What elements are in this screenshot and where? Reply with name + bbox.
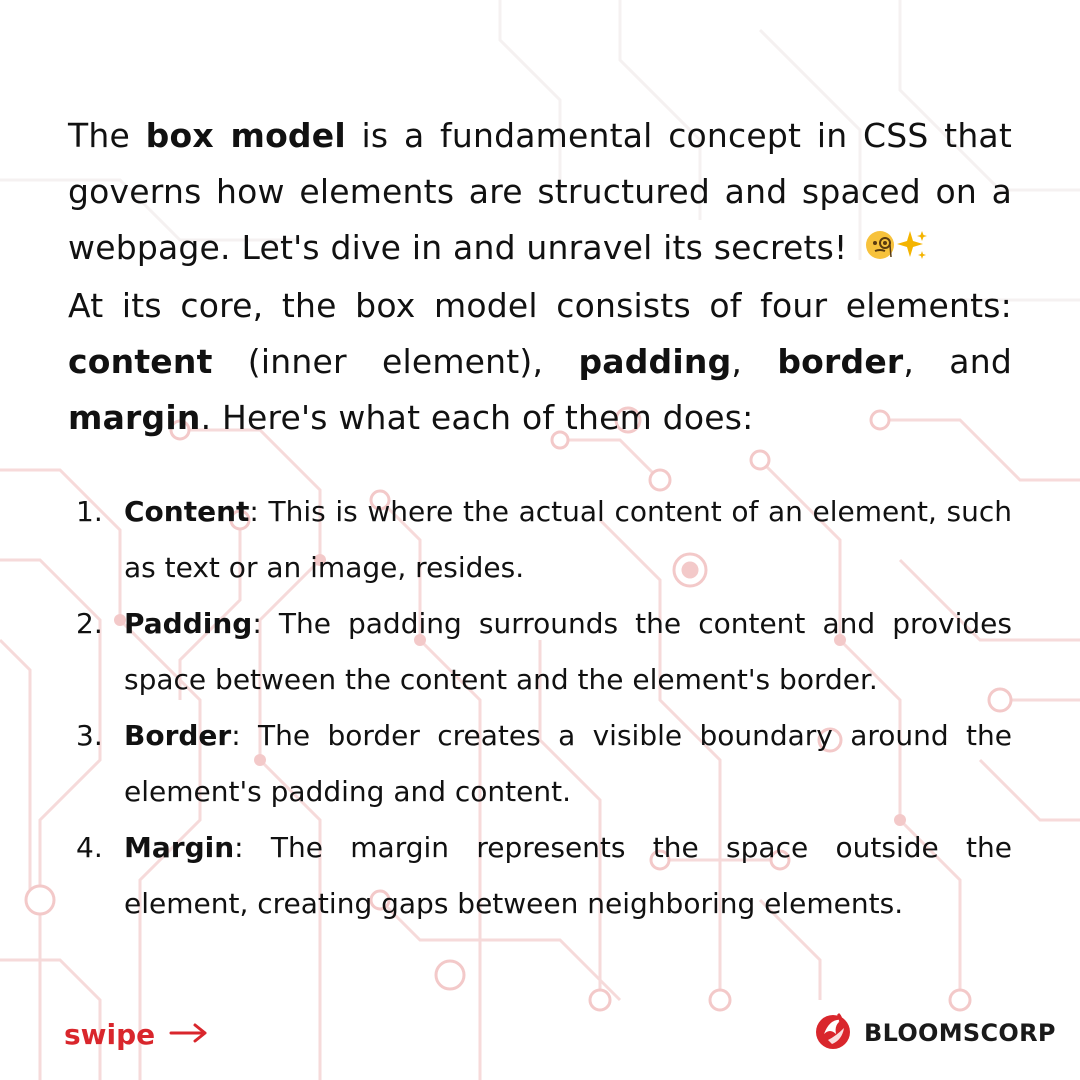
- list-text: : The border creates a visible boundary around the element's padding and content.: [124, 718, 1012, 808]
- core-bold-padding: padding: [578, 341, 732, 381]
- core-bold-border: border: [777, 341, 904, 381]
- core-text: ,: [731, 341, 778, 381]
- bloomscorp-logo-icon: [812, 1010, 854, 1056]
- list-term: Margin: [124, 830, 235, 864]
- box-model-list: [68, 484, 1012, 932]
- list-item: [68, 708, 1012, 820]
- core-text: , and: [903, 341, 1012, 381]
- main-content: [68, 108, 1012, 932]
- list-number: 4.: [76, 830, 103, 864]
- core-text: (inner element),: [212, 341, 579, 381]
- brand-name: BLOOMSCORP: [864, 1019, 1056, 1047]
- list-text: : The padding surrounds the content and provides space between the content and the element's border.: [124, 606, 1012, 696]
- list-item: [68, 820, 1012, 932]
- list-number: 1.: [76, 494, 103, 528]
- arrow-right-icon: [169, 1018, 209, 1051]
- list-term: Padding: [124, 606, 253, 640]
- core-text: At its core, the box model consists of four elements:: [68, 285, 1012, 325]
- list-number: 2.: [76, 606, 103, 640]
- brand-logo: [812, 1010, 1056, 1056]
- core-bold-content: content: [68, 341, 213, 381]
- list-text: : The margin represents the space outside the element, creating gaps between neighboring elements.: [124, 830, 1012, 920]
- intro-text: The: [68, 116, 146, 155]
- sparkles-icon: [896, 222, 928, 278]
- swipe-button[interactable]: [64, 1018, 209, 1051]
- intro-text: is a fundamental concept in CSS that governs how elements are structured and spaced on a webpage. Let's dive in and unravel its secrets!: [68, 116, 1012, 267]
- monocle-face-icon: [864, 222, 896, 278]
- list-text: : This is where the actual content of an element, such as text or an image, resides.: [124, 494, 1012, 584]
- list-item: [68, 596, 1012, 708]
- list-term: Border: [124, 718, 232, 752]
- list-term: Content: [124, 494, 250, 528]
- list-item: [68, 484, 1012, 596]
- list-body: [124, 596, 1012, 708]
- core-text: . Here's what each of them does:: [200, 397, 754, 437]
- swipe-label: swipe: [64, 1018, 156, 1051]
- list-number: 3.: [76, 718, 103, 752]
- intro-bold-box-model: box model: [145, 116, 346, 155]
- intro-paragraph: [68, 108, 1012, 278]
- list-body: [124, 708, 1012, 820]
- list-body: [124, 820, 1012, 932]
- core-bold-margin: margin: [68, 397, 201, 437]
- core-paragraph: [68, 278, 1012, 446]
- list-body: [124, 484, 1012, 596]
